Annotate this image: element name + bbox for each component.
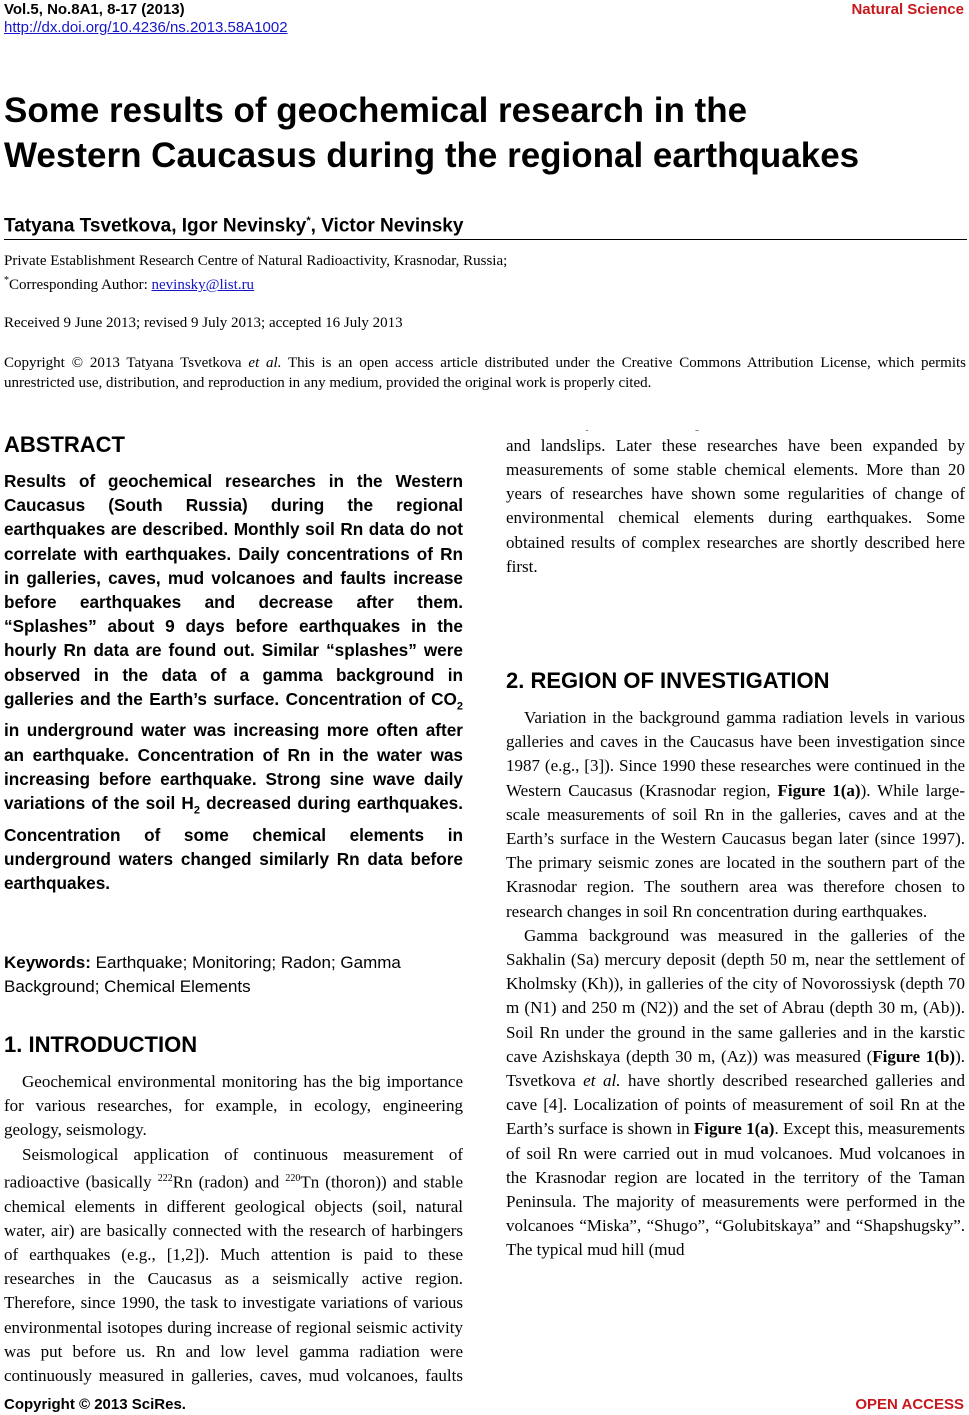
introduction-paragraph-2-cont xyxy=(506,430,965,579)
author-list xyxy=(4,209,463,238)
introduction-paragraph-2 xyxy=(4,1143,463,1385)
introduction-heading: 1. INTRODUCTION xyxy=(4,1032,198,1057)
introduction-continuation-flow xyxy=(506,430,965,579)
abstract-text-a: Results of geochemical researches in the Western Caucasus (South Russia) during the regional earthquakes are described. Monthly soil Rn data do not correlate with earthquakes. Daily concentrations of Rn in galleries, caves, mud volcanoes and faults increase before earthquakes and decrease after them. “Splashes” about 9 days before earthquakes in the hourly Rn data are found out. Similar “splashes” were observed in the data of a gamma background in galleries and the Earth’s surface. Concentration of CO xyxy=(4,471,463,709)
intro-p2-text-b: Rn (radon) and xyxy=(172,1172,286,1192)
title-line-1: Some results of geochemical research in the xyxy=(4,91,748,130)
abstract-sub-co2: 2 xyxy=(456,700,463,713)
region-p1-text-b: ). While large-scale measurements of soil Rn in the galleries, caves and at the Earth’s surface in the Western Caucasus began later (since 1997). The primary seismic zones are located in the southern part of the Krasnodar region. The southern area was therefore chosen to research changes in soil Rn concentration during earthquakes. xyxy=(506,780,965,921)
region-p2-etal: et al. xyxy=(583,1071,621,1091)
thoron-isotope-mass: 220 xyxy=(285,1172,301,1184)
introduction-paragraph-1: Geochemical environmental monitoring has the big importance for various researches, for example, in ecology, engineering geology, seismology. xyxy=(4,1072,463,1140)
keywords xyxy=(4,951,463,999)
corresponding-author-mark: * xyxy=(306,215,311,227)
figure-1a-ref-2: Figure 1(a) xyxy=(693,1119,775,1139)
title-line-2: Western Caucasus during the regional earthquakes xyxy=(4,136,860,175)
corresponding-label: Corresponding Author: xyxy=(9,277,152,293)
corresponding-author xyxy=(4,271,254,295)
intro-p2-text-c: Tn (thoron)) and stable chemical elements in different geological objects (soil, natural water, air) are basically connected with the research of harbingers of earthquakes (e.g., [1,2]). Much attention is paid to these researches in the Caucasus as a seismically active region. Therefore, since 1990, the task to investigate variations of various environmental isotopes during increase of regional seismic activity was put before us. Rn and low level gamma radiation were continuously measured in galleries, caves, mud volcanoes, faults xyxy=(4,1172,463,1385)
region-body xyxy=(506,706,965,1263)
abstract-text-b: in underground water was increasing more often after an earthquake. Concentration of Rn in the water was increasing before earthquake. Strong sine wave daily variations of the soil H xyxy=(4,720,463,814)
copyright-etal: et al. xyxy=(248,355,282,371)
corresponding-mark: * xyxy=(4,275,9,286)
region-p2-text-b: ). Tsvetkova xyxy=(506,1046,965,1091)
open-access-label: OPEN ACCESS xyxy=(855,1396,964,1413)
copyright-text-a: Copyright © 2013 Tatyana Tsvetkova xyxy=(4,355,249,371)
introduction-continuation xyxy=(506,430,965,648)
radon-isotope-mass: 222 xyxy=(157,1172,173,1184)
abstract-heading: ABSTRACT xyxy=(4,432,125,457)
journal-volume-ref: Vol.5, No.8A1, 8-17 (2013) xyxy=(4,1,185,18)
article-title xyxy=(4,88,964,178)
authors-part-1: Tatyana Tsvetkova, Igor Nevinsky xyxy=(4,215,307,237)
doi-link[interactable] xyxy=(4,18,288,37)
affiliation: Private Establishment Research Centre of Natural Radioactivity, Krasnodar, Russia; xyxy=(4,253,508,269)
figure-1b-ref: Figure 1(b) xyxy=(872,1046,956,1066)
figure-1a-ref: Figure 1(a) xyxy=(777,780,861,800)
received-dates: Received 9 June 2013; revised 9 July 2013; accepted 16 July 2013 xyxy=(4,315,403,331)
region-p2-text-a: Gamma background was measured in the galleries of the Sakhalin (Sa) mercury deposit (depth 50 m, near the settlement of Kholmsky (Kh)), in galleries of the city of Novorossiysk (depth 70 m (N1) and 250 m (N2)) and the set of Abrau (depth 30 m, (Ab)). Soil Rn under the ground in the same galleries and in the karstic cave Azishskaya (depth 30 m, (Az)) was measured ( xyxy=(506,925,965,1066)
region-paragraph-2 xyxy=(506,924,965,1263)
title-divider xyxy=(4,239,967,240)
doi-link-text[interactable]: http://dx.doi.org/10.4236/ns.2013.58A1002 xyxy=(4,19,288,36)
corresponding-email-link[interactable]: nevinsky@list.ru xyxy=(151,277,255,293)
keywords-list: Earthquake; Monitoring; Radon; Gamma Background; Chemical Elements xyxy=(4,953,401,996)
keywords-label: Keywords: xyxy=(4,953,91,972)
region-p1-text-a: Variation in the background gamma radiation levels in various galleries and caves in the Caucasus have been investigation since 1987 (e.g., [3]). Since 1990 these researches were continued in the Western Caucasus (Krasnodar region, xyxy=(506,708,965,800)
intro-p2-text-c-cont: and landslips. Later these researches have been expanded by measurements of some stable chemical elements. More than 20 years of researches have shown some regularities of change of environmental chemical elements during earthquakes. Some obtained results of complex researches are shortly described here first. xyxy=(506,435,965,576)
intro-p2-text-a: Seismological application of continuous measurement of radioactive (basically xyxy=(4,1144,463,1192)
abstract-text xyxy=(4,469,463,895)
region-p2-text-c: have shortly described researched galleries and cave [4]. Localization of points of measurement of soil Rn at the Earth’s surface is shown in xyxy=(506,1071,965,1139)
abstract-text-c: decreased during earthquakes. Concentration of some chemical elements in underground waters changed similarly Rn data before earthquakes. xyxy=(4,793,463,894)
footer-copyright: Copyright © 2013 SciRes. xyxy=(4,1396,186,1413)
journal-name: Natural Science xyxy=(851,1,964,18)
region-p2-text-d: . Except this, measurements of soil Rn were carried out in mud volcanoes. Mud volcanoes in the Krasnodar region are located in the territory of the Taman Peninsula. The majority of measurements were performed in the volcanoes “Miska”, “Shugo”, “Golubitskaya” and “Shapshugsky”. The typical mud hill (mud xyxy=(506,1119,965,1260)
authors-part-2: , Victor Nevinsky xyxy=(310,215,464,237)
copyright-text-b: This is an open access article distributed under the Creative Commons Attribution License, which permits unrestricted use, distribution, and reproduction in any medium, provided the original work is properly cited. xyxy=(4,355,966,391)
region-paragraph-1 xyxy=(506,706,965,924)
region-heading: 2. REGION OF INVESTIGATION xyxy=(506,668,830,693)
abstract-sub-h2: 2 xyxy=(193,804,200,817)
introduction-body xyxy=(4,1070,463,1385)
copyright-notice xyxy=(4,353,966,393)
